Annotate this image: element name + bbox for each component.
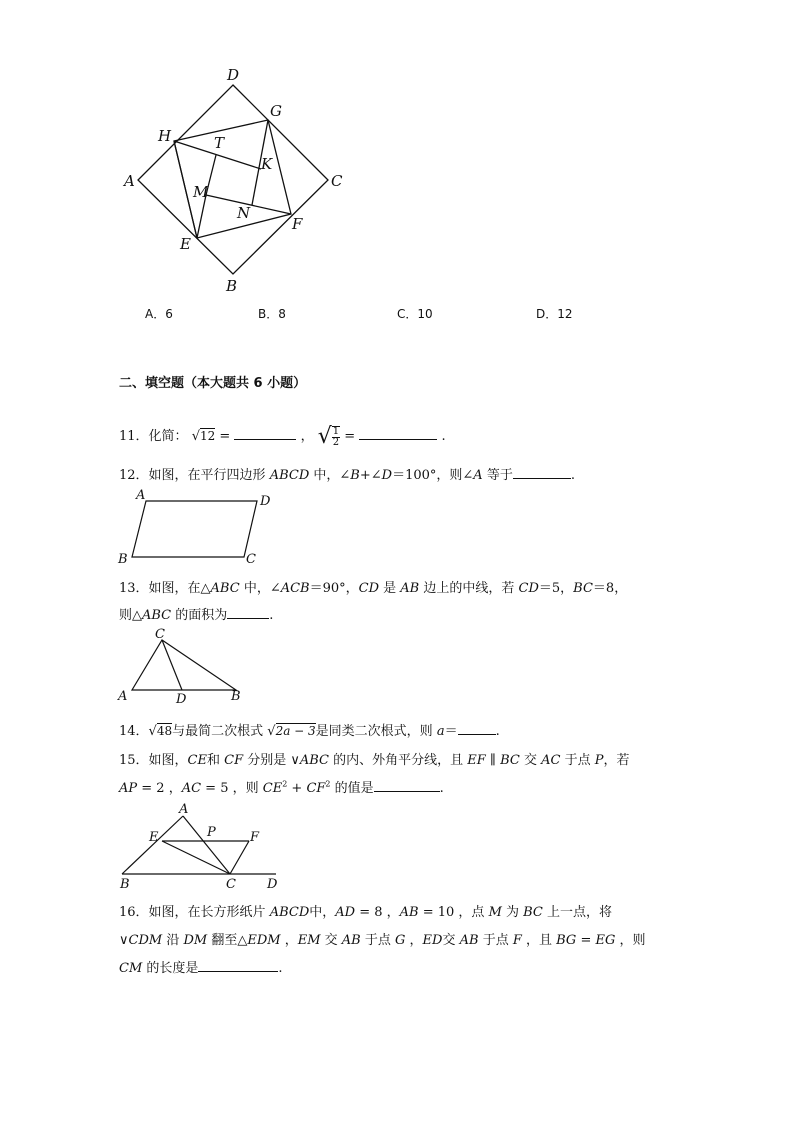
q11-end: . xyxy=(441,429,446,444)
label-t: T xyxy=(214,134,225,152)
q15-plus: + xyxy=(287,781,307,796)
q16-l1e: 为 xyxy=(501,905,524,920)
sqrt-48: √48 xyxy=(148,724,173,739)
q16-l2l: ，则 xyxy=(615,933,646,948)
q16-end: . xyxy=(278,961,283,976)
q11-answer-blank-2[interactable] xyxy=(359,427,437,440)
q14-a: a xyxy=(436,724,445,739)
line-a-b xyxy=(122,816,183,874)
q15-l1e: 交 xyxy=(519,753,542,768)
q15-l2c: 的值是 xyxy=(330,781,374,796)
q15-p: P xyxy=(594,753,604,768)
question-13-line-1 xyxy=(119,577,627,596)
label-h: H xyxy=(158,127,172,145)
tri-label-a: A xyxy=(118,689,128,704)
q11-number: 11．化简： xyxy=(119,429,188,444)
q16-ed: ED xyxy=(422,933,443,948)
q15-l1g: ，若 xyxy=(603,753,630,768)
square-efgh xyxy=(174,120,291,238)
parallelogram-figure xyxy=(110,485,310,565)
tri-label-d: D xyxy=(176,692,187,707)
q16-cm: CM xyxy=(119,961,143,976)
q13-l1d: 是 xyxy=(379,581,401,596)
section-title: 二、填空题（本大题共 6 小题） xyxy=(119,376,307,391)
q16-l2d: ， xyxy=(280,933,298,948)
option-d: D．12 xyxy=(536,307,573,321)
q13-end: . xyxy=(269,608,274,623)
q15-l1f: 于点 xyxy=(560,753,595,768)
q15-end: . xyxy=(439,781,444,796)
q15-ac: AC xyxy=(541,753,561,768)
frac-num: 1 xyxy=(332,425,340,437)
q16-em: EM xyxy=(297,933,321,948)
bis-label-d: D xyxy=(267,877,278,892)
q12-text-a: 12．如图，在平行四边形 xyxy=(119,468,270,483)
q16-l2k: = xyxy=(576,933,596,948)
q16-l2i: 于点 xyxy=(478,933,513,948)
q16-dm: DM xyxy=(183,933,208,948)
q13-l1f: ＝5， xyxy=(538,581,574,596)
option-b: B．8 xyxy=(258,307,286,321)
q16-l2a: ∨ xyxy=(119,933,129,948)
q16-cdm: CDM xyxy=(128,933,163,948)
bis-label-f: F xyxy=(250,830,260,845)
q16-l2f: 于点 xyxy=(360,933,396,948)
question-15-line-2 xyxy=(119,777,444,796)
q13-l2b: 的面积为 xyxy=(171,608,228,623)
q16-m: M xyxy=(488,905,502,920)
q11-eq1: = xyxy=(219,429,231,444)
q16-l2e: 交 xyxy=(320,933,342,948)
q15-cf2: CF xyxy=(306,781,326,796)
label-e: E xyxy=(180,235,191,253)
bis-label-a: A xyxy=(179,802,189,817)
line-c-e xyxy=(162,841,230,874)
q12-text-d: 等于 xyxy=(482,468,513,483)
q13-l1g: ＝8， xyxy=(592,581,628,596)
q15-bc: BC xyxy=(500,753,520,768)
q13-bc: BC xyxy=(573,581,593,596)
q16-l3a: 的长度是 xyxy=(142,961,199,976)
q15-ac2: AC xyxy=(181,781,202,796)
label-a: A xyxy=(124,172,135,190)
par-label-d: D xyxy=(260,494,271,509)
q13-l1e: 边上的中线，若 xyxy=(419,581,519,596)
label-c: C xyxy=(331,172,343,190)
q15-abc: ABC xyxy=(299,753,330,768)
line-c-f xyxy=(230,841,249,874)
q11-comma: ， xyxy=(300,429,314,444)
q15-ce2: CE xyxy=(262,781,283,796)
q12-answer-blank[interactable] xyxy=(513,466,571,479)
q15-answer-blank[interactable] xyxy=(374,779,440,792)
bis-label-p: P xyxy=(207,825,216,840)
q15-l1b: 和 xyxy=(206,753,225,768)
par-label-b: B xyxy=(118,552,128,567)
tri-label-c: C xyxy=(155,627,165,642)
bis-label-e: E xyxy=(149,830,159,845)
q15-cf: CF xyxy=(224,753,244,768)
par-label-a: A xyxy=(136,488,146,503)
q16-edm: EDM xyxy=(247,933,281,948)
bis-label-c: C xyxy=(226,877,236,892)
q16-l1c: = 8 ， xyxy=(355,905,400,920)
triangle-figure xyxy=(110,625,270,705)
q13-abc: ABC xyxy=(210,581,240,596)
q14-eq: ＝ xyxy=(444,724,458,739)
q16-ab2: AB xyxy=(341,933,361,948)
q12-abcd: ABCD xyxy=(269,468,310,483)
bis-label-b: B xyxy=(120,877,130,892)
question-16-line-3 xyxy=(119,957,283,976)
q15-l1a: 15．如图， xyxy=(119,753,188,768)
q12-b: B xyxy=(350,468,360,483)
q16-l1b: 中， xyxy=(309,905,336,920)
q12-text-b: 中，∠ xyxy=(309,468,351,483)
q13-l1a: 13．如图，在△ xyxy=(119,581,211,596)
label-g: G xyxy=(270,102,282,120)
label-d: D xyxy=(227,66,240,84)
q12-text-c: ＝100°，则∠ xyxy=(392,468,474,483)
option-c: C．10 xyxy=(397,307,433,321)
q11-answer-blank-1[interactable] xyxy=(234,427,296,440)
q16-bg: BG xyxy=(556,933,577,948)
q13-acb: ACB xyxy=(280,581,310,596)
label-m: M xyxy=(193,183,209,201)
q13-l2a: 则△ xyxy=(119,608,142,623)
par-label-c: C xyxy=(246,552,256,567)
square-figure xyxy=(0,0,793,300)
parallelogram-abcd xyxy=(132,501,257,557)
q16-abcd: ABCD xyxy=(269,905,310,920)
q13-l1c: ＝90°， xyxy=(309,581,359,596)
q16-ad: AD xyxy=(335,905,356,920)
bisector-figure xyxy=(110,800,310,890)
q12-plus: +∠ xyxy=(359,468,382,483)
q13-l1b: 中，∠ xyxy=(239,581,281,596)
q16-g: G xyxy=(395,933,406,948)
question-16-line-1 xyxy=(119,901,612,920)
q16-ab: AB xyxy=(399,905,419,920)
label-k: K xyxy=(261,155,273,173)
question-16-line-2 xyxy=(119,929,646,948)
line-e-m xyxy=(197,195,206,238)
label-n: N xyxy=(237,204,251,222)
q15-l2b: = 5 ，则 xyxy=(201,781,263,796)
q16-f: F xyxy=(512,933,522,948)
q16-l1f: 上一点，将 xyxy=(542,905,613,920)
q14-num: 14． xyxy=(119,724,149,739)
q16-l2j: ，且 xyxy=(521,933,557,948)
frac-den: 2 xyxy=(332,436,340,448)
question-15-line-1 xyxy=(119,749,629,768)
question-11 xyxy=(119,424,446,449)
question-13-line-2 xyxy=(119,604,273,623)
q15-l1d: 的内、外角平分线，且 xyxy=(329,753,468,768)
tri-label-b: B xyxy=(231,689,241,704)
q15-ce: CE xyxy=(187,753,207,768)
q12-d: D xyxy=(381,468,393,483)
q15-l2a: = 2 ， xyxy=(137,781,182,796)
q11-eq2: = xyxy=(344,429,356,444)
q16-l2b: 沿 xyxy=(162,933,184,948)
q16-l1d: = 10 ，点 xyxy=(418,905,489,920)
q16-l2h: 交 xyxy=(442,933,460,948)
q15-par: ∥ xyxy=(485,753,501,768)
sqrt-half: √ $\frac{1}{2}$ xyxy=(317,424,340,449)
triangle-abc xyxy=(132,640,236,690)
q16-l2c: 翻至△ xyxy=(207,933,248,948)
q13-answer-blank[interactable] xyxy=(227,606,269,619)
label-b: B xyxy=(226,277,238,295)
q15-sup2: 2 xyxy=(325,779,331,789)
q15-ef: EF xyxy=(467,753,486,768)
q14-mid: 与最简二次根式 xyxy=(172,724,268,739)
question-14 xyxy=(119,720,500,739)
q13-cd2: CD xyxy=(518,581,539,596)
median-cd xyxy=(162,640,182,690)
q16-l1a: 16．如图，在长方形纸片 xyxy=(119,905,270,920)
q13-ab: AB xyxy=(400,581,420,596)
q13-cd: CD xyxy=(358,581,380,596)
question-12 xyxy=(119,464,575,483)
q16-eg: EG xyxy=(595,933,616,948)
q16-l2g: ， xyxy=(405,933,423,948)
q12-a: A xyxy=(473,468,483,483)
q16-ab3: AB xyxy=(459,933,479,948)
q16-bc: BC xyxy=(523,905,543,920)
q12-end: . xyxy=(570,468,575,483)
sqrt-2a-3: √2a − 3 xyxy=(267,724,316,739)
option-a: A．6 xyxy=(145,307,173,321)
q13-abc2: ABC xyxy=(142,608,172,623)
q16-answer-blank[interactable] xyxy=(198,959,278,972)
q15-ap: AP xyxy=(119,781,138,796)
q15-sup1: 2 xyxy=(282,779,288,789)
q14-end: . xyxy=(495,724,500,739)
q15-l1c: 分别是 ∨ xyxy=(243,753,300,768)
square-abcd xyxy=(138,85,328,274)
label-f: F xyxy=(292,215,303,233)
q14-mid2: 是同类二次根式，则 xyxy=(315,724,437,739)
sqrt-12: √12 xyxy=(191,429,216,444)
q14-answer-blank[interactable] xyxy=(458,722,496,735)
